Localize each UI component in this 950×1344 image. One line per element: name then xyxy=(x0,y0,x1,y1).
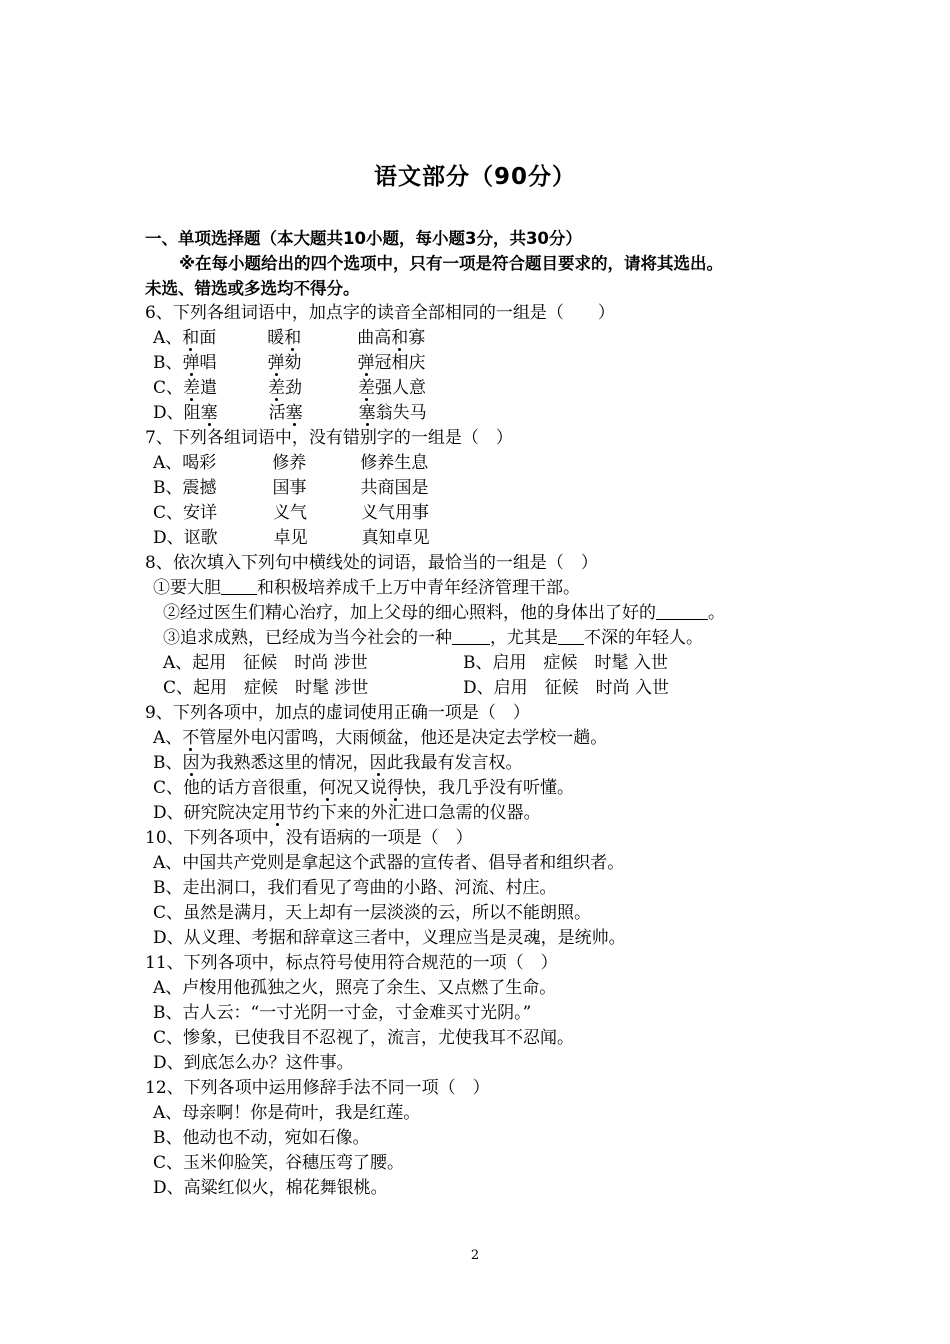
fill-blank xyxy=(452,626,490,645)
option-word: 喝彩 xyxy=(182,453,217,473)
option-word xyxy=(184,401,269,426)
option-word: 讴歌 xyxy=(183,528,218,548)
word-part: 唱 xyxy=(199,353,217,373)
q9-stem: 9、下列各项中，加点的虚词使用正确一项是（ ） xyxy=(145,703,530,723)
dotted-char: 差 xyxy=(268,378,286,398)
q6-option-d xyxy=(145,401,825,426)
option-text: 此我最有发言权。 xyxy=(386,753,523,773)
q12-option-d: D、高粱红似火，棉花舞银桃。 xyxy=(153,1178,388,1198)
q8-sentence-2 xyxy=(145,601,825,626)
fill-blank xyxy=(558,626,584,645)
option-label: C、 xyxy=(153,503,184,523)
option-word xyxy=(358,376,426,401)
q11-option-b: B、古人云：“一寸光阴一寸金，寸金难买寸光阴。” xyxy=(153,1003,532,1023)
question-section xyxy=(145,226,825,1201)
dotted-char: 弹 xyxy=(267,353,285,373)
q6-option-b xyxy=(145,351,825,376)
q8-option-b: B、启用 症候 时髦 入世 xyxy=(463,653,668,673)
q6-options xyxy=(145,326,825,426)
q8-s3-post: 不深的年轻人。 xyxy=(584,628,703,648)
q11-stem: 11、下列各项中，标点符号使用符合规范的一项（ ） xyxy=(145,953,558,973)
word-part: 寡 xyxy=(408,328,426,348)
option-word: 国事 xyxy=(272,478,307,498)
dotted-char: 不 xyxy=(182,728,200,748)
option-text: 为我熟悉这里的情况， xyxy=(199,753,370,773)
q8-s1-pre: ①要大胆 xyxy=(153,578,221,598)
dotted-char: 塞 xyxy=(200,403,218,423)
q10-stem: 10、下列各项中，没有语病的一项是（ ） xyxy=(145,828,473,848)
option-word xyxy=(183,376,268,401)
option-label: C、 xyxy=(153,378,184,398)
option-label: B、 xyxy=(153,753,183,773)
option-word: 修养生息 xyxy=(360,453,429,473)
q12-option-b: B、他动也不动，宛如石像。 xyxy=(153,1128,370,1148)
dotted-char: 弹 xyxy=(182,353,200,373)
dotted-char: 和 xyxy=(391,328,409,348)
section-note-2: 未选、错选或多选均不得分。 xyxy=(145,279,360,298)
q12-stem: 12、下列各项中运用修辞手法不同一项（ ） xyxy=(145,1078,490,1098)
q12-option-a: A、母亲啊！你是荷叶，我是红莲。 xyxy=(153,1103,421,1123)
q7-option-a xyxy=(145,451,825,476)
option-word: 震撼 xyxy=(182,478,217,498)
option-word: 共商国是 xyxy=(360,478,429,498)
dotted-char: 弹 xyxy=(357,353,375,373)
word-part: 强人意 xyxy=(375,378,427,398)
word-part: 暖 xyxy=(267,328,285,348)
q6-option-a xyxy=(145,326,825,351)
word-part: 劾 xyxy=(284,353,302,373)
dotted-char: 何 xyxy=(319,778,337,798)
option-text: 管屋外电闪雷鸣，大雨倾盆，他还是决定去学校一趟。 xyxy=(199,728,608,748)
q10-option-d: D、从义理、考据和辞章这三者中，义理应当是灵魂，是统帅。 xyxy=(153,928,626,948)
fill-blank xyxy=(656,601,708,620)
word-part: 冠相庆 xyxy=(374,353,426,373)
option-word xyxy=(358,351,426,376)
fill-blank xyxy=(221,576,257,595)
option-word: 安详 xyxy=(183,503,218,523)
option-text: D、研究院决定 xyxy=(153,803,269,823)
q9-option-d xyxy=(145,801,825,826)
option-text: 快，我几乎没有听懂。 xyxy=(404,778,575,798)
q9-option-c xyxy=(145,776,825,801)
section-note-1: ※在每小题给出的四个选项中，只有一项是符合题目要求的，请将其选出。 xyxy=(179,254,724,273)
word-part: 阻 xyxy=(183,403,201,423)
word-part: 活 xyxy=(268,403,286,423)
option-label: A、 xyxy=(153,328,183,348)
option-word: 卓见 xyxy=(273,528,308,548)
word-part: 面 xyxy=(199,328,217,348)
q9-option-b xyxy=(145,751,825,776)
option-label: D、 xyxy=(153,403,184,423)
dotted-char: 得 xyxy=(387,778,405,798)
q6-option-c xyxy=(145,376,825,401)
word-part: 遣 xyxy=(200,378,218,398)
q8-option-c: C、起用 症候 时髦 涉世 xyxy=(163,678,369,698)
option-text: 况又说 xyxy=(336,778,388,798)
dotted-char: 因 xyxy=(182,753,200,773)
dotted-char: 差 xyxy=(183,378,201,398)
q11-option-d: D、到底怎么办？这件事。 xyxy=(153,1053,354,1073)
q8-option-d: D、启用 征候 时尚 入世 xyxy=(463,678,670,698)
word-part: 劲 xyxy=(285,378,303,398)
option-word xyxy=(183,351,268,376)
q10-option-b: B、走出洞口，我们看见了弯曲的小路、河流、村庄。 xyxy=(153,878,557,898)
option-word: 义气 xyxy=(273,503,308,523)
page-number: 2 xyxy=(470,1248,480,1263)
q8-s3-pre: ③追求成熟，已经成为当今社会的一种 xyxy=(163,628,452,648)
dotted-char: 和 xyxy=(284,328,302,348)
option-text: C、他的话方音很重， xyxy=(153,778,320,798)
q7-option-b xyxy=(145,476,825,501)
word-part: 曲高 xyxy=(357,328,392,348)
page-title: 语文部分（90分） xyxy=(373,164,576,190)
option-label: D、 xyxy=(153,528,184,548)
option-label: A、 xyxy=(153,728,183,748)
dotted-char: 塞 xyxy=(285,403,303,423)
q9-option-a xyxy=(145,726,825,751)
q8-s1-post: 和积极培养成千上万中青年经济管理干部。 xyxy=(257,578,580,598)
q8-option-a: A、起用 征候 时尚 涉世 xyxy=(163,653,368,673)
option-word: 义气用事 xyxy=(361,503,430,523)
q8-stem: 8、依次填入下列句中横线处的词语，最恰当的一组是（ ） xyxy=(145,553,598,573)
option-word xyxy=(268,351,358,376)
q11-option-c: C、惨象，已使我目不忍视了，流言，尤使我耳不忍闻。 xyxy=(153,1028,575,1048)
q6-stem: 6、下列各组词语中，加点字的读音全部相同的一组是（ ） xyxy=(145,303,615,323)
q8-s3-mid: ，尤其是 xyxy=(490,628,558,648)
option-label: B、 xyxy=(153,353,183,373)
option-word xyxy=(269,401,359,426)
section-heading: 一、单项选择题（本大题共10小题，每小题3分，共30分） xyxy=(145,229,582,248)
q7-option-c xyxy=(145,501,825,526)
option-word: 真知卓见 xyxy=(361,528,430,548)
option-label: A、 xyxy=(153,453,183,473)
q7-options xyxy=(145,451,825,551)
q8-options-row-1 xyxy=(145,651,825,676)
dotted-char: 用 xyxy=(268,803,286,823)
dotted-char: 因 xyxy=(369,753,387,773)
q11-option-a: A、卢梭用他孤独之火，照亮了余生、又点燃了生命。 xyxy=(153,978,557,998)
option-text: 节约下来的外汇进口急需的仪器。 xyxy=(285,803,541,823)
q10-option-c: C、虽然是满月，天上却有一层淡淡的云，所以不能朗照。 xyxy=(153,903,592,923)
q12-option-c: C、玉米仰脸笑，谷穗压弯了腰。 xyxy=(153,1153,405,1173)
q8-sentence-3 xyxy=(145,626,825,651)
q10-option-a: A、中国共产党则是拿起这个武器的宣传者、倡导者和组织者。 xyxy=(153,853,625,873)
option-word xyxy=(182,326,267,351)
option-word: 修养 xyxy=(272,453,307,473)
dotted-char: 差 xyxy=(358,378,376,398)
word-part: 翁失马 xyxy=(375,403,427,423)
q8-sentence-1 xyxy=(145,576,825,601)
option-label: B、 xyxy=(153,478,183,498)
dotted-char: 和 xyxy=(182,328,200,348)
option-word xyxy=(359,401,427,426)
q8-s2-post: 。 xyxy=(708,603,725,623)
option-word xyxy=(357,326,425,351)
option-word xyxy=(267,326,357,351)
q8-options-row-2 xyxy=(145,676,825,701)
q8-s2-pre: ②经过医生们精心治疗，加上父母的细心照料，他的身体出了好的 xyxy=(163,603,656,623)
q7-option-d xyxy=(145,526,825,551)
option-word xyxy=(268,376,358,401)
dotted-char: 塞 xyxy=(358,403,376,423)
q7-stem: 7、下列各组词语中，没有错别字的一组是（ ） xyxy=(145,428,513,448)
